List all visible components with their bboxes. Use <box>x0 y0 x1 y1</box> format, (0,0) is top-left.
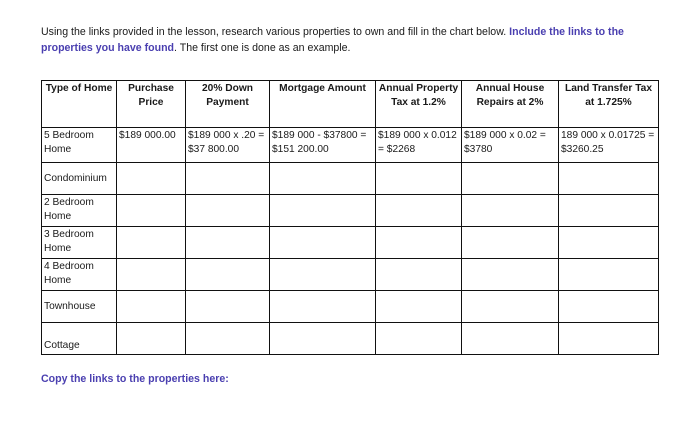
example-property-tax: $189 000 x 0.012 = $2268 <box>376 128 462 163</box>
example-row <box>42 128 659 163</box>
table-row-2-bedroom <box>42 195 659 227</box>
table-row-cottage <box>42 323 659 355</box>
mortgage-amount-cell[interactable] <box>270 195 376 227</box>
header-down-payment: 20% Down Payment <box>186 81 270 128</box>
down-payment-cell[interactable] <box>186 227 270 259</box>
example-house-repairs: $189 000 x 0.02 = $3780 <box>462 128 559 163</box>
instructions-text: Using the links provided in the lesson, research various properties to own and fill in the chart below. <box>41 26 510 38</box>
example-mortgage-amount: $189 000 - $37800 = $151 200.00 <box>270 128 376 163</box>
header-mortgage-amount: Mortgage Amount <box>270 81 376 128</box>
house-repairs-cell[interactable] <box>462 163 559 195</box>
table-row-condominium <box>42 163 659 195</box>
mortgage-amount-cell[interactable] <box>270 227 376 259</box>
table-row-townhouse <box>42 291 659 323</box>
example-home-type: 5 Bedroom Home <box>42 128 117 163</box>
property-tax-cell[interactable] <box>376 163 462 195</box>
home-type-cell: Cottage <box>42 323 117 355</box>
links-prompt: Copy the links to the properties here: <box>41 373 229 385</box>
mortgage-amount-cell[interactable] <box>270 323 376 355</box>
purchase-price-cell[interactable] <box>117 291 186 323</box>
purchase-price-cell[interactable] <box>117 323 186 355</box>
instructions-text-end: . The first one is done as an example. <box>174 41 351 54</box>
purchase-price-cell[interactable] <box>117 163 186 195</box>
mortgage-amount-cell[interactable] <box>270 291 376 323</box>
home-type-cell: Condominium <box>42 163 117 195</box>
property-tax-cell[interactable] <box>376 195 462 227</box>
header-land-transfer-tax: Land Transfer Tax at 1.725% <box>559 81 659 128</box>
header-purchase-price: Purchase Price <box>117 81 186 128</box>
properties-chart <box>41 80 659 355</box>
land-transfer-tax-cell[interactable] <box>559 227 659 259</box>
property-tax-cell[interactable] <box>376 227 462 259</box>
instructions-paragraph <box>41 25 661 56</box>
property-tax-cell[interactable] <box>376 323 462 355</box>
home-type-cell: 3 Bedroom Home <box>42 227 117 259</box>
purchase-price-cell[interactable] <box>117 195 186 227</box>
header-house-repairs: Annual House Repairs at 2% <box>462 81 559 128</box>
property-tax-cell[interactable] <box>376 259 462 291</box>
example-land-transfer-tax: 189 000 x 0.01725 = $3260.25 <box>559 128 659 163</box>
purchase-price-cell[interactable] <box>117 227 186 259</box>
instructions-highlight: Include the links to the properties you have found <box>41 26 624 54</box>
example-down-payment: $189 000 x .20 = $37 800.00 <box>186 128 270 163</box>
down-payment-cell[interactable] <box>186 195 270 227</box>
down-payment-cell[interactable] <box>186 323 270 355</box>
land-transfer-tax-cell[interactable] <box>559 323 659 355</box>
header-type-of-home: Type of Home <box>42 81 117 128</box>
purchase-price-cell[interactable] <box>117 259 186 291</box>
land-transfer-tax-cell[interactable] <box>559 259 659 291</box>
house-repairs-cell[interactable] <box>462 323 559 355</box>
house-repairs-cell[interactable] <box>462 259 559 291</box>
mortgage-amount-cell[interactable] <box>270 259 376 291</box>
land-transfer-tax-cell[interactable] <box>559 163 659 195</box>
house-repairs-cell[interactable] <box>462 195 559 227</box>
down-payment-cell[interactable] <box>186 259 270 291</box>
land-transfer-tax-cell[interactable] <box>559 195 659 227</box>
land-transfer-tax-cell[interactable] <box>559 291 659 323</box>
home-type-cell: Townhouse <box>42 291 117 323</box>
down-payment-cell[interactable] <box>186 291 270 323</box>
table-row-3-bedroom <box>42 227 659 259</box>
example-purchase-price: $189 000.00 <box>117 128 186 163</box>
down-payment-cell[interactable] <box>186 163 270 195</box>
house-repairs-cell[interactable] <box>462 291 559 323</box>
mortgage-amount-cell[interactable] <box>270 163 376 195</box>
property-tax-cell[interactable] <box>376 291 462 323</box>
table-row-4-bedroom <box>42 259 659 291</box>
house-repairs-cell[interactable] <box>462 227 559 259</box>
home-type-cell: 4 Bedroom Home <box>42 259 117 291</box>
home-type-cell: 2 Bedroom Home <box>42 195 117 227</box>
header-row <box>42 81 659 128</box>
header-property-tax: Annual Property Tax at 1.2% <box>376 81 462 128</box>
